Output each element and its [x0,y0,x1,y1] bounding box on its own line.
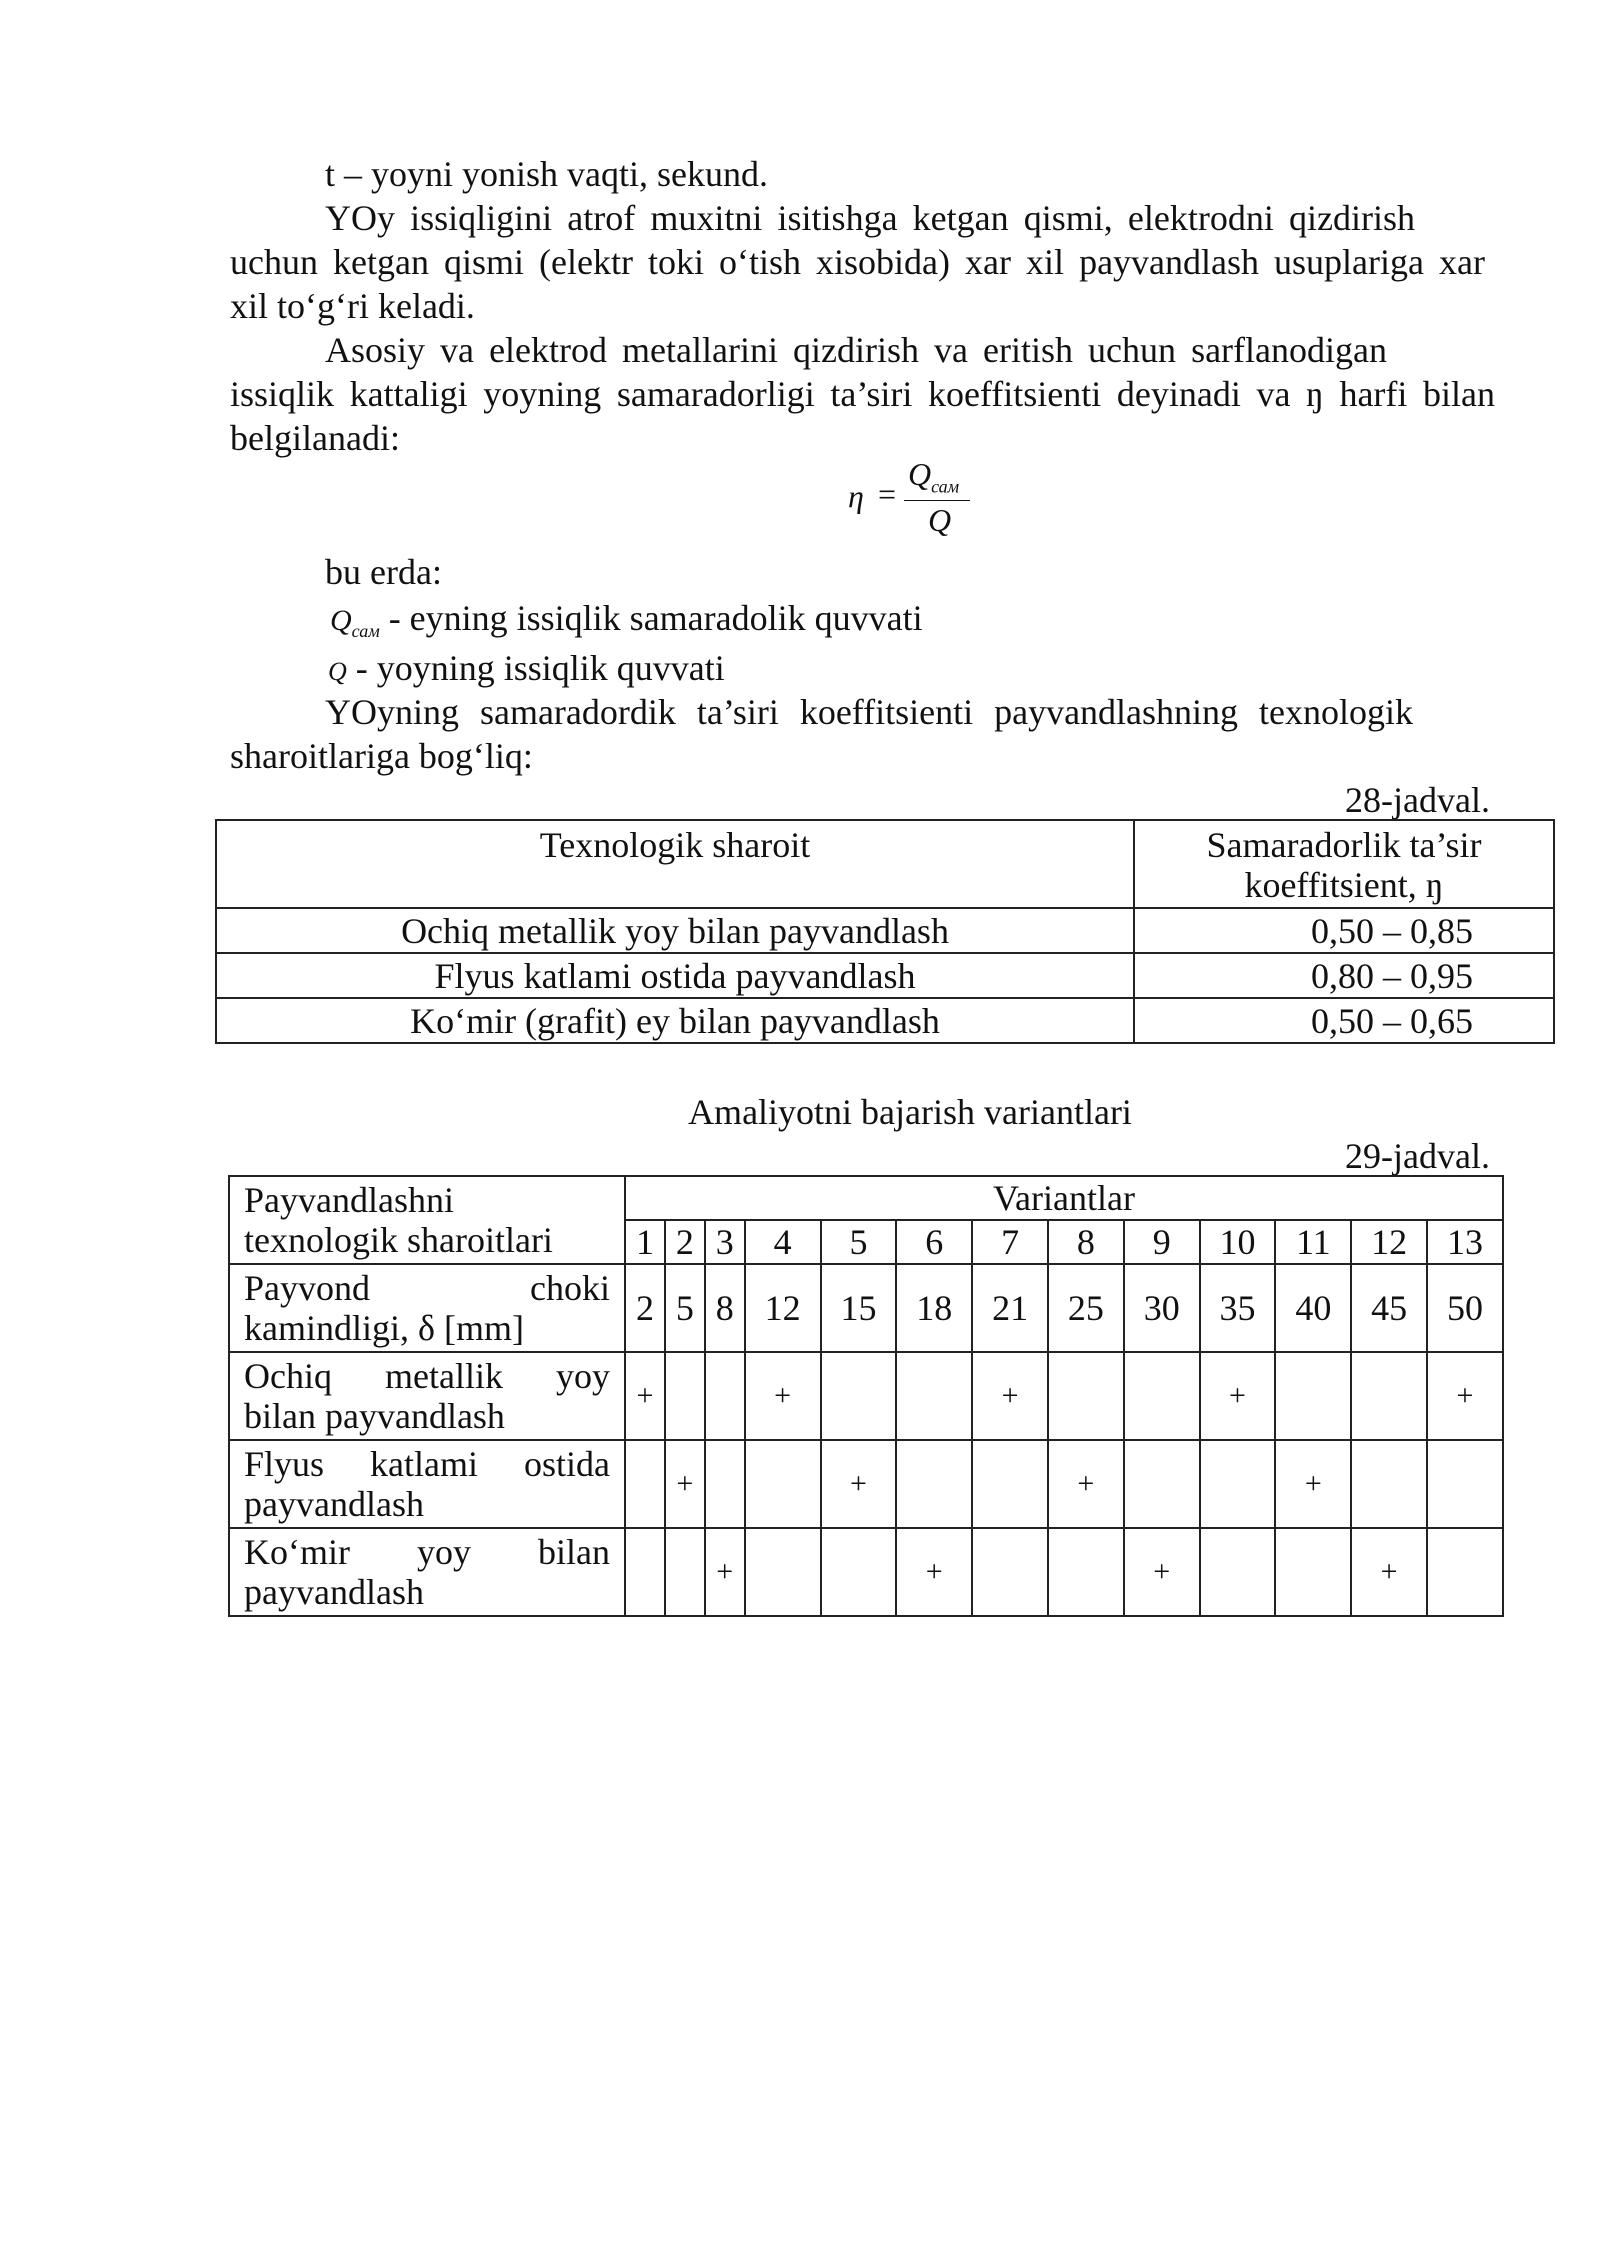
row-label-cell: Flyus katlami ostida payvandlash [229,1440,625,1528]
table-cell: 18 [896,1264,972,1352]
table-cell: 0,50 – 0,65 [1134,998,1554,1043]
table-cell: + [705,1528,745,1616]
table-cell [972,1440,1048,1528]
table-cell [896,1440,972,1528]
table-header-row [229,1176,1503,1220]
table-row [216,908,1554,953]
table-cell: + [1200,1352,1276,1440]
table-cell [745,1528,821,1616]
table-cell [1124,1352,1200,1440]
table-cell [821,1352,897,1440]
table-cell: 45 [1351,1264,1427,1352]
table-cell [625,1440,665,1528]
table-cell: Flyus katlami ostida payvandlash [216,953,1134,998]
table-cell: + [896,1528,972,1616]
table-cell: 50 [1427,1264,1503,1352]
efficiency-table [215,819,1555,1044]
variant-number-cell: 9 [1124,1220,1200,1264]
table-cell: 5 [665,1264,705,1352]
table-cell: 30 [1124,1264,1200,1352]
table-cell [665,1528,705,1616]
table-row [216,998,1554,1043]
table-cell: 12 [745,1264,821,1352]
variant-number-cell: 4 [745,1220,821,1264]
variant-number-cell: 8 [1048,1220,1124,1264]
variant-number-cell: 5 [821,1220,897,1264]
table-cell: + [665,1440,705,1528]
variants-header-cell: Variantlar [625,1176,1503,1220]
text-line: sharoitlariga bog‘liq: [230,736,533,776]
table-header-row [216,820,1554,908]
formula-equals: = [878,476,897,512]
table-cell [1351,1440,1427,1528]
row-label-cell: Ko‘mir yoy bilan payvandlash [229,1528,625,1616]
fraction-bar [904,500,970,501]
variant-number-cell: 11 [1275,1220,1351,1264]
table-cell: + [745,1352,821,1440]
table-cell [1048,1352,1124,1440]
table-row [229,1440,1503,1528]
formula-eta: η [848,478,864,514]
table-cell: 21 [972,1264,1048,1352]
variant-number-cell: 1 [625,1220,665,1264]
table-title: Amaliyotni bajarish variantlari [688,1092,1132,1132]
table-cell [1275,1352,1351,1440]
row-label-cell: Payvond choki kamindligi, δ [mm] [229,1264,625,1352]
variant-number-cell: 12 [1351,1220,1427,1264]
table-cell [1048,1528,1124,1616]
table-caption: 29-jadval. [1345,1136,1490,1176]
table-cell: 8 [705,1264,745,1352]
table-cell: + [1124,1528,1200,1616]
table-cell: 35 [1200,1264,1276,1352]
table-cell: Ochiq metallik yoy bilan payvandlash [216,908,1134,953]
variant-number-cell: 6 [896,1220,972,1264]
text-line: issiqlik kattaligi yoyning samaradorligi ta’siri koeffitsienti deyinadi va ŋ harfi bilan [230,374,1495,414]
formula-numerator: $Q_{сам}$ [908,456,960,497]
text-line: YOy issiqligini atrof muxitni isitishga ketgan qismi, elektrodni qizdirish [325,198,1415,238]
table-cell: 0,80 – 0,95 [1134,953,1554,998]
table-caption: 28-jadval. [1345,780,1490,820]
table-cell [1351,1352,1427,1440]
table-cell [705,1440,745,1528]
table-cell: 25 [1048,1264,1124,1352]
variant-number-cell: 13 [1427,1220,1503,1264]
table-cell: + [1351,1528,1427,1616]
table-cell [1124,1440,1200,1528]
corner-header-cell: Payvandlashni texnologik sharoitlari [229,1176,625,1264]
header-cell: Samaradorlik ta’sir koeffitsient, ŋ [1134,820,1554,908]
table-cell: + [821,1440,897,1528]
text-line: xil to‘g‘ri keladi. [230,286,475,326]
text-line: bu erda: [325,552,442,592]
table-cell: 40 [1275,1264,1351,1352]
table-cell: + [1275,1440,1351,1528]
table-cell [1200,1440,1276,1528]
table-cell: + [1048,1440,1124,1528]
table-row [229,1264,1503,1352]
text-line: uchun ketgan qismi (elektr toki o‘tish xisobida) xar xil payvandlash usuplariga xar [230,242,1485,282]
variant-number-cell: 2 [665,1220,705,1264]
table-cell: + [1427,1352,1503,1440]
table-cell: + [625,1352,665,1440]
variants-table [228,1175,1504,1617]
text-line: belgilanadi: [230,418,400,458]
row-label-cell: Ochiq metallik yoy bilan payvandlash [229,1352,625,1440]
text-line: t – yoyni yonish vaqti, sekund. [325,154,768,194]
table-cell: 0,50 – 0,85 [1134,908,1554,953]
table-cell [625,1528,665,1616]
table-cell: 2 [625,1264,665,1352]
table-cell [1275,1528,1351,1616]
header-cell: Texnologik sharoit [216,820,1134,908]
table-cell: 15 [821,1264,897,1352]
variant-number-cell: 7 [972,1220,1048,1264]
table-cell [821,1528,897,1616]
table-row [229,1352,1503,1440]
text-line: Asosiy va elektrod metallarini qizdirish va eritish uchun sarflanodigan [325,330,1387,370]
table-cell [972,1528,1048,1616]
variant-number-cell: 3 [705,1220,745,1264]
table-cell [665,1352,705,1440]
table-cell [745,1440,821,1528]
definition-q: Q - yoyning issiqlik quvvati [328,648,725,688]
definition-q-sam: $Q_{сам}$ - eyning issiqlik samaradolik quvvati [330,598,923,641]
efficiency-formula [840,456,980,546]
table-cell [1427,1528,1503,1616]
table-cell [705,1352,745,1440]
table-cell [1200,1528,1276,1616]
table-cell: + [972,1352,1048,1440]
table-cell [1427,1440,1503,1528]
formula-denominator: Q [928,502,952,538]
table-cell: Ko‘mir (grafit) ey bilan payvandlash [216,998,1134,1043]
table-row [229,1528,1503,1616]
table-row [216,953,1554,998]
text-line: YOyning samaradordik ta’siri koeffitsienti payvandlashning texnologik [325,692,1413,732]
variant-number-cell: 10 [1200,1220,1276,1264]
table-cell [896,1352,972,1440]
